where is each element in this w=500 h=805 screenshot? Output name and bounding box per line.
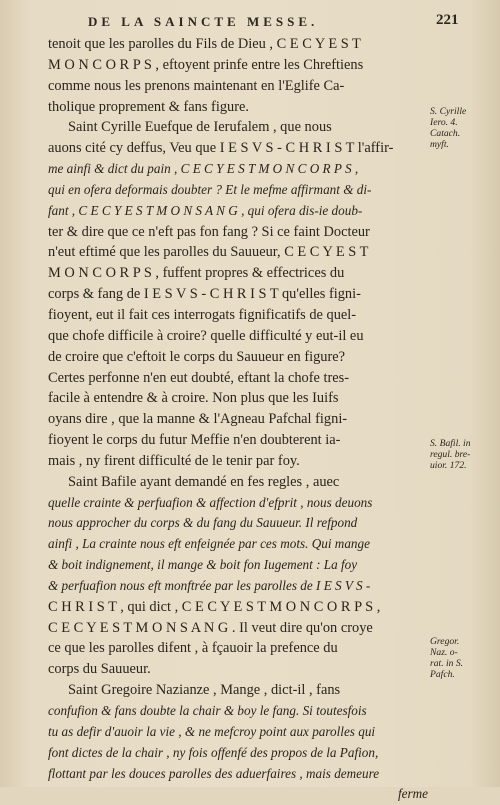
margin-note-basile: S. Bafil. in regul. bre- uior. 172. — [430, 438, 471, 471]
text-line: que chofe difficile à croire? quelle difficulté y eut-il eu — [48, 327, 364, 344]
text-line: quelle crainte & perfuafion & affection d'efprit , nous deuons — [48, 494, 373, 510]
text-line: ainfi , La crainte nous eft enfeignée par ces mots. Qui mange — [48, 536, 370, 552]
text-line: de croire que c'eftoit le corps du Sauueur en figure? — [48, 348, 346, 365]
text-line: fant , C E C Y E S T M O N S A N G , qui ofera dis-ie doub- — [48, 202, 363, 218]
text-line: font dictes de la chair , ny fois offenfé des propos de la Pafion, — [48, 744, 379, 760]
text-line: oyans dire , que la manne & l'Agneau Pafchal figni- — [48, 411, 348, 428]
text-line: facile à entendre & à croire. Non plus que les Iuifs — [48, 390, 339, 407]
text-line: confufion & fans doubte la chair & boy le fang. Si toutesfois — [48, 703, 367, 718]
text-line: ter & dire que ce n'eft pas fon fang ? Si ce faint Docteur — [48, 223, 370, 240]
text-line: corps du Sauueur. — [48, 661, 151, 678]
text-line: me ainfi & dict du pain , C E C Y E S T M O N C O R P S , — [48, 161, 359, 177]
text-line: tu as defir d'auoir la vie , & ne mefcroy point aux parolles qui — [48, 723, 376, 739]
text-line: nous approcher du corps & du fang du Sauueur. Il refpond — [48, 515, 358, 531]
text-line: fioyent le corps du futur Meffie n'en doubterent ia- — [48, 432, 341, 449]
text-line: C E C Y E S T M O N S A N G . Il veut dire qu'on croye — [48, 619, 373, 636]
text-line: n'eut eftimé que les parolles du Sauueur, C E C Y E S T — [48, 244, 369, 261]
text-line: comme nous les prenons maintenant en l'Eglife Ca- — [48, 77, 345, 94]
text-line: fioyent, eut il fait ces interrogats fignificatifs de quel- — [48, 306, 357, 323]
text-line: Saint Gregoire Nazianze , Mange , dict-il , fans — [68, 682, 341, 699]
text-line: tholique proprement & fans figure. — [48, 98, 250, 115]
text-line: ce que les parolles difent , à fçauoir la prefence du — [48, 640, 338, 657]
text-line: corps & fang de I E S V S - C H R I S T qu'elles figni- — [48, 286, 361, 303]
text-line: qui en ofera deformais doubter ? Et le mefme affirmant & di- — [48, 181, 372, 197]
margin-note-gregoire: Gregor. Naz. o- rat. in S. Pafch. — [430, 636, 464, 680]
running-title: DE LA SAINCTE MESSE. — [88, 14, 319, 29]
text-line: & perfuafion nous eft monftrée par les parolles de I E S V S - — [48, 577, 371, 593]
text-line: flottant par les douces parolles des aduerfaires , mais demeure — [48, 765, 380, 781]
text-line: M O N C O R P S , fuffent propres & effectrices du — [48, 265, 345, 282]
text-line: tenoit que les parolles du Fils de Dieu , C E C Y E S T — [48, 36, 361, 52]
text-line: mais , ny firent difficulté de le tenir par foy. — [48, 452, 300, 469]
text-line: & boit indignement, il mange & boit fon Iugement : La foy — [48, 557, 358, 573]
text-line: Saint Bafile ayant demandé en fes regles , auec — [68, 473, 340, 490]
text-line: M O N C O R P S , eftoyent prinfe entre les Chreftiens — [48, 56, 364, 73]
catchword: ferme — [397, 786, 428, 802]
text-line: C H R I S T , qui dict , C E C Y E S T M O N C O R P S , — [48, 598, 381, 615]
body-text — [48, 34, 428, 805]
margin-note-cyrille: S. Cyrille Iero. 4. Catach. myft. — [430, 106, 467, 150]
page-number: 221 — [436, 12, 459, 28]
text-line: Saint Cyrille Euefque de Ierufalem , que nous — [68, 119, 332, 136]
text-line: auons cité cy deffus, Veu que I E S V S - C H R I S T l'affir- — [48, 140, 394, 157]
text-line: Certes perfonne n'en eut doubté, eftant la chofe tres- — [48, 369, 350, 386]
